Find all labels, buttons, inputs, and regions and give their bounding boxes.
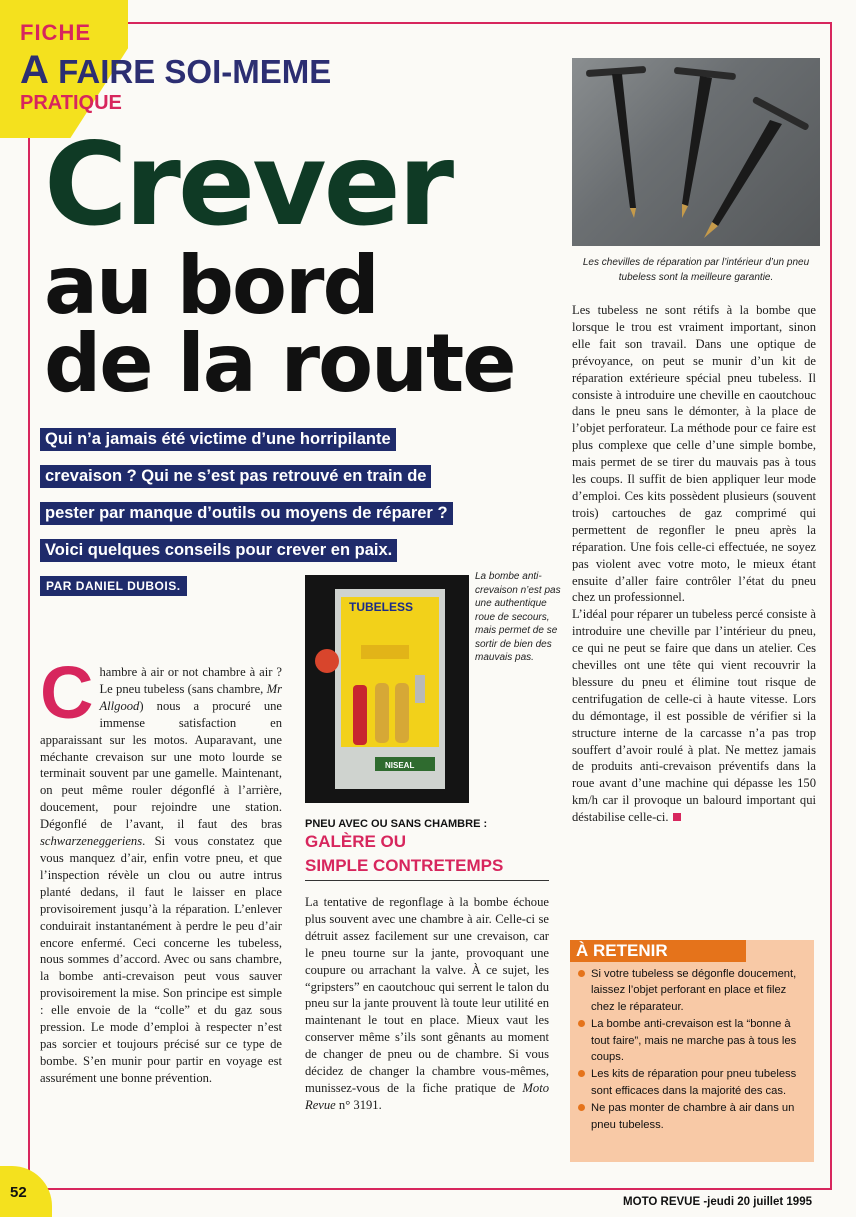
key-points-list	[576, 966, 810, 1134]
article-column-2	[305, 894, 549, 1114]
intro-text: crevaison ? Qui ne s’est pas retrouvé en train de	[40, 465, 431, 488]
subhead-kicker: PNEU AVEC OU SANS CHAMBRE :	[305, 818, 488, 830]
key-points-title: À RETENIR	[570, 940, 746, 962]
text-run-italic: Mr Allgood	[99, 681, 282, 713]
intro-line	[40, 502, 566, 525]
intro-text: Voici quelques conseils pour crever en paix.	[40, 539, 397, 562]
article-paragraph	[572, 606, 816, 826]
repair-plugs-photo	[572, 58, 820, 246]
subhead-line-2: SIMPLE CONTRETEMPS	[305, 856, 504, 875]
publication-footer: MOTO REVUE -jeudi 20 juillet 1995	[623, 1196, 812, 1208]
text-run: ) nous a procuré une immense satisfaction en apparaissant sur les motos. Auparavant, une méchante crevaison sur une moto lourde se terminait souvent par une gamelle. Maintenant, on peut même rouler dégonflé à l’arrière, doucement, pour rejoindre une station. Dégonflé de l’avant, il faut des bras	[40, 698, 282, 832]
photo-caption: Les chevilles de réparation par l’intérieur d’un pneu tubeless sont la meilleure garantie.	[582, 257, 810, 283]
kit-brand-label: TUBELESS	[349, 600, 414, 614]
article-paragraph	[40, 651, 282, 1087]
headline-line-3: de la route	[44, 317, 515, 410]
article-paragraph: Les tubeless ne sont rétifs à la bombe que lorsque le trou est vraiment important, sinon elle fait son travail. Dans une optique de prévoyance, on peut se munir d’un kit de réparation extérieure spécial pneu tubeless. Il consiste à introduire une cheville en caoutchouc dans le pneu sans le démonter, à la place de l’objet perforateur. La méthode pour ce faire est plus complexe que celle d’une simple bombe, mais permet de se tirer du mauvais pas à tous les coups. Il suffit de bien appliquer leur mode d’emploi. Ces kits possèdent plusieurs (souvent trois) cartouches de gaz comprimé qui permettent de regonfler le pneu après la réparation. Une fois celle-ci effectuée, ne soyez pas violent avec votre moto, le mieux étant ensuite d’aller faire contrôler l’état du pneu chez un professionnel.	[572, 303, 816, 605]
text-run: L’idéal pour réparer un tubeless percé consiste à introduire une cheville par l’intérieur du pneu, ce qui ne peut se faire que dans un atelier. Ces chevilles ont une tête qui vient recouvrir la blessure du pneu et élimine tout risque de centrifugation de celle-ci à haute vitesse. Lors du démontage, il est possible de vérifier si la structure interne de la carcasse n’a pas trop souffert d’avoir roulé à plat. Ne mettez jamais de produits anti-crevaison préventifs dans la roue avant d’une machine qui dépasse les 150 km/h car il provoque un balourd important qui déstabilise celle-ci.	[572, 607, 816, 825]
text-run: hambre à air or not chambre à air ? Le pneu tubeless (sans chambre,	[99, 665, 282, 696]
section-label-pratique: PRATIQUE	[20, 92, 122, 114]
text-run-italic: Moto Revue	[305, 1080, 549, 1112]
intro-line	[40, 465, 566, 488]
byline: PAR DANIEL DUBOIS.	[40, 576, 187, 596]
kit-brand-label-2: NISEAL	[385, 761, 415, 770]
text-run-italic: schwarzeneggeriens	[40, 834, 143, 849]
repair-kit-photo	[305, 575, 469, 803]
intro-line	[40, 428, 566, 451]
subhead-rule	[305, 880, 549, 881]
kit-photo-caption: La bombe anti-crevaison n’est pas une authentique roue de secours, mais permet de se sortir de bien des mauvais pas.	[475, 571, 561, 663]
headline-line-2: au bord	[44, 239, 378, 332]
headline-line-1: Crever	[44, 118, 452, 251]
key-point-item: Les kits de réparation pour pneu tubeless sont efficaces dans la majorité des cas.	[576, 1066, 810, 1099]
article-column-3	[572, 302, 816, 826]
section-label-afaire	[20, 48, 331, 93]
text-run: . Si vous constatez que vous manquez d’air, enfin votre pneu, et que l’inspection révèle un clou ou autre intrus planté dedans, il faut le laisser en place provisoirement jusqu’à la réparation. L’enlever conduirait instantanément à perdre le peu d’air encore enfermé. Ceci concerne les tubeless, nous sommes d’accord. Avec ou sans chambre, la bombe anti-crevaison peut vous sauver provisoirement la mise. Son principe est simple : elle envoie de la “colle” et du gaz sous pression. Le mode d’emploi à respecter n’est pas sorcier et toujours précisé sur ce type de bombe. S’en munir pour partir en voyage est assurément une bonne prévention.	[40, 834, 282, 1085]
subhead-line-1: GALÈRE OU	[305, 832, 407, 851]
key-point-item: Ne pas monter de chambre à air dans un pneu tubeless.	[576, 1100, 810, 1133]
section-label-a: A	[20, 48, 49, 92]
article-paragraph	[305, 894, 549, 1114]
repair-kit-illustration	[305, 575, 469, 803]
end-mark-icon	[673, 813, 681, 821]
intro-text: Qui n’a jamais été victime d’une horripilante	[40, 428, 396, 451]
key-point-item: La bombe anti-crevaison est la “bonne à tout faire”, mais ne marche pas à tous les coups.	[576, 1016, 810, 1065]
section-label-fiche: FICHE	[20, 20, 91, 45]
dropcap: C	[40, 651, 94, 734]
text-run: n° 3191.	[335, 1097, 382, 1112]
article-column-1	[40, 651, 282, 1087]
page-number: 52	[10, 1184, 27, 1201]
intro-line	[40, 539, 566, 562]
text-run: La tentative de regonflage à la bombe échoue plus souvent avec une chambre à air. Celle-ci se détruit assez facilement sur une crevaison, car le pneu tourne sur la jante, provoquant une coupure ou arrachant la valve. À ce sujet, les “gripsters” en caoutchouc qui serrent le talon du pneu sur la jante prouvent là toute leur utilité en maintenant le tout en place. Mieux vaut les conserver même s’ils sont gênants au moment de changer de pneu ou de chambre. Si vous décidez de changer la chambre vous-mêmes, munissez-vous de la fiche pratique de	[305, 895, 549, 1095]
key-point-item: Si votre tubeless se dégonfle doucement, laissez l’objet perforant en place et filez chez le réparateur.	[576, 966, 810, 1015]
intro-text: pester par manque d’outils ou moyens de réparer ?	[40, 502, 453, 525]
repair-plugs-illustration	[572, 58, 820, 246]
section-label-afaire-text: FAIRE SOI-MEME	[58, 53, 332, 90]
